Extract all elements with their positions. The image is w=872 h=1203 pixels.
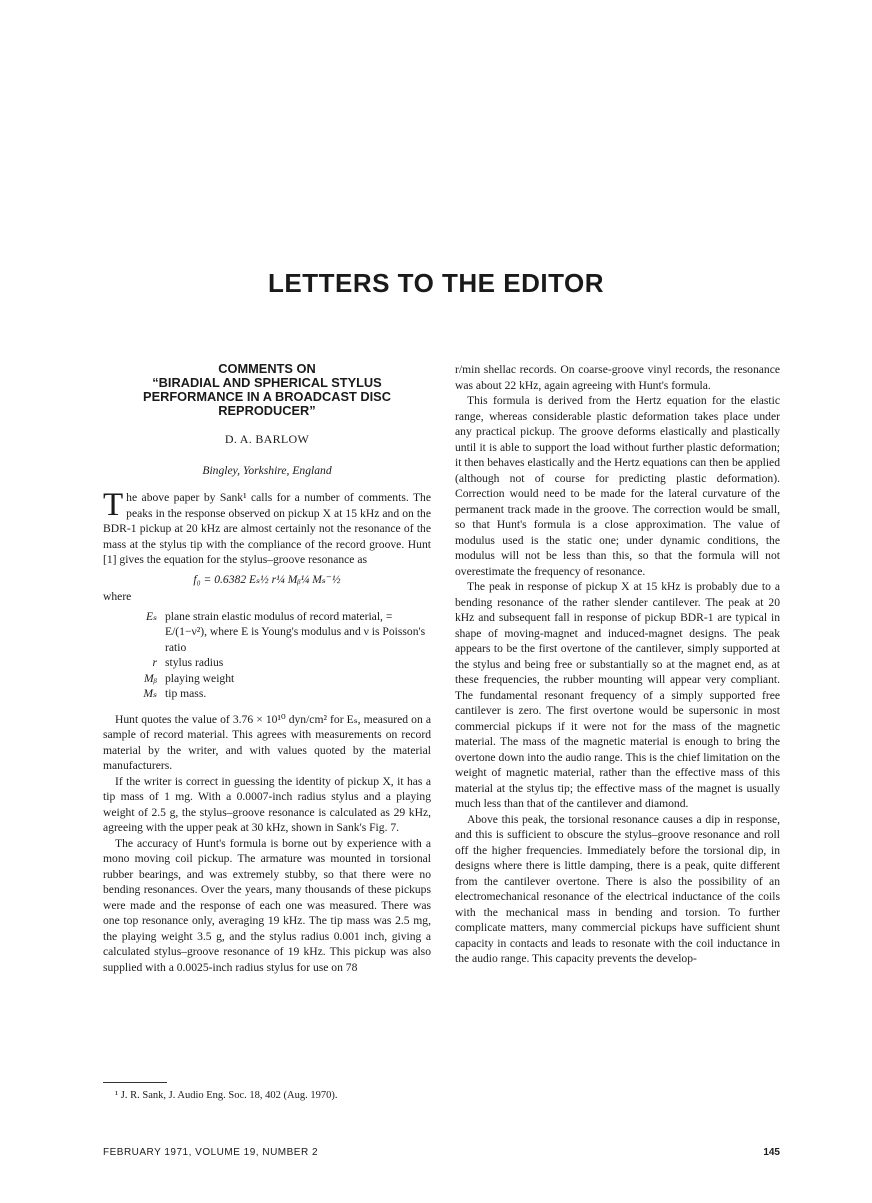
drop-cap: T [103,487,124,523]
definition-text: tip mass. [165,687,207,700]
left-column [103,362,431,975]
title-line: REPRODUCER” [218,403,316,418]
author: D. A. BARLOW [224,432,310,446]
paragraph: The peak in response of pickup X at 15 kHz is probably due to a bending resonance of the rather slender cantilever. The peak at 20 kHz and subsequent fall in response of pickup BDR-1 are typical in shape of moving-magnet and induced-magnet designs. The peak appears to be the first overtone of the cantilever, simply supported at the stylus and being free or substantially so at the magnet end, as at these frequencies, the rubber mounting will appear very compliant. The fundamental resonant frequency of a simply supported free cantilever is zero. The first overtone would be supersonic in most commercial pickups if it were not for the mass of the magnetic material. The mass of the magnetic material is enough to bring the overtone down into the audio range. This is the chief limitation on the weight of magnetic material, rather than the effective mass of this material at the stylus tip; the effective mass of the magnet is usually much less than that of the cantilever and diamond. [455,580,780,810]
definition-text: plane strain elastic modulus of record material, = E/(1−ν²), where E is Young's modulus and ν is Poisson's ratio [165,609,426,654]
definition-symbol: Mᵦ [144,671,157,685]
definition-row [103,671,431,687]
definition-row [103,655,431,671]
variable-definitions [103,609,431,702]
issue-info: FEBRUARY 1971, VOLUME 19, NUMBER 2 [103,1147,319,1158]
affiliation: Bingley, Yorkshire, England [202,463,332,477]
paragraph: Hunt quotes the value of 3.76 × 10¹⁰ dyn/cm² for Eₛ, measured on a sample of record material. This agrees with measurements on record material by the writer, and with values quoted by the material manufacturers. [103,712,431,772]
title-line: “BIRADIAL AND SPHERICAL STYLUS [152,375,382,390]
definition-text: stylus radius [165,656,224,669]
paragraph: The accuracy of Hunt's formula is borne out by experience with a mono moving coil pickup. The armature was mounted in torsional rubber bearings, and was extremely stubby, so that there were no bending resonances. Over the years, many thousands of these pickups were made and the response of each one was measured. There was one top resonance only, averaging 19 kHz. The tip mass was 2.5 mg, the playing weight 3.5 g, and the stylus radius 0.001 inch, giving a calculated stylus–groove resonance of 19 kHz. This pickup was also supplied with a 0.0025-inch radius stylus for use on 78 [103,836,431,974]
title-line: PERFORMANCE IN A BROADCAST DISC [143,389,391,404]
title-line: COMMENTS ON [218,361,316,376]
paragraph-intro [103,487,431,568]
paragraph: Above this peak, the torsional resonance causes a dip in response, and this is sufficient to obscure the stylus–groove resonance and roll off the higher frequencies. Immediately before the torsional dip, in designs where there is little damping, there is a peak, quite different from the cantilever overtone. There is also the possibility of an electromechanical resonance of the electrical inductance of the coils with the mechanical mass in bending and torsion. To further complicate matters, many commercial pickups have sufficient shunt capacity in contacts and leads to resonate with the coil inductance in the audio range. This capacity prevents the develop- [455,812,780,965]
definition-text: playing weight [165,671,235,685]
paragraph: r/min shellac records. On coarse-groove vinyl records, the resonance was about 22 kHz, again agreeing with Hunt's formula. [455,363,780,392]
article-title [103,362,431,418]
definition-row [103,686,431,702]
definition-symbol: Mₛ [143,687,157,700]
definition-row [103,609,431,656]
page-number: 145 [763,1147,780,1158]
footnote-divider [103,1082,167,1083]
resonance-equation: f₀ = 0.6382 Eₛ½ r¼ Mᵦ¼ Mₛ⁻½ [193,572,341,586]
footnote: ¹ J. R. Sank, J. Audio Eng. Soc. 18, 402 (Aug. 1970). [115,1090,338,1101]
right-column [455,362,780,967]
paragraph: This formula is derived from the Hertz equation for the elastic range, whereas considerable plastic deformation takes place under any practical pickup. The groove deforms elastically and plastically until it is able to support the load without further plastic deformation; it then behaves elastically and the Hertz equations can then be applied (although not of course for predicting plastic deformation). Correction would need to be made for the lateral curvature of the permanent track made in the groove. The correction would be small, so that Hunt's formula is a close approximation. The value of modulus used is the static one; under dynamic conditions, the modulus will not be less than this, so that the formula will not overestimate the frequency of resonance. [455,394,780,578]
definition-symbol: Eₛ [146,609,157,623]
paragraph: If the writer is correct in guessing the identity of pickup X, it has a tip mass of 1 mg. With a 0.0007-inch radius stylus and a playing weight of 2.5 g, the stylus–groove resonance is calculated as 29 kHz, agreeing with the upper peak at 30 kHz, shown in Sank's Fig. 7. [103,774,431,834]
section-heading: LETTERS TO THE EDITOR [267,268,604,298]
definition-symbol: r [152,656,157,669]
where-label: where [103,590,132,603]
paragraph-intro-text: he above paper by Sank¹ calls for a number of comments. The peaks in the response observed on pickup X at 15 kHz and on the BDR-1 pickup at 20 kHz are almost certainly not the resonance of the mass at the stylus tip with the compliance of the record groove. Hunt [1] gives the equation for the stylus–groove resonance as [103,491,431,566]
